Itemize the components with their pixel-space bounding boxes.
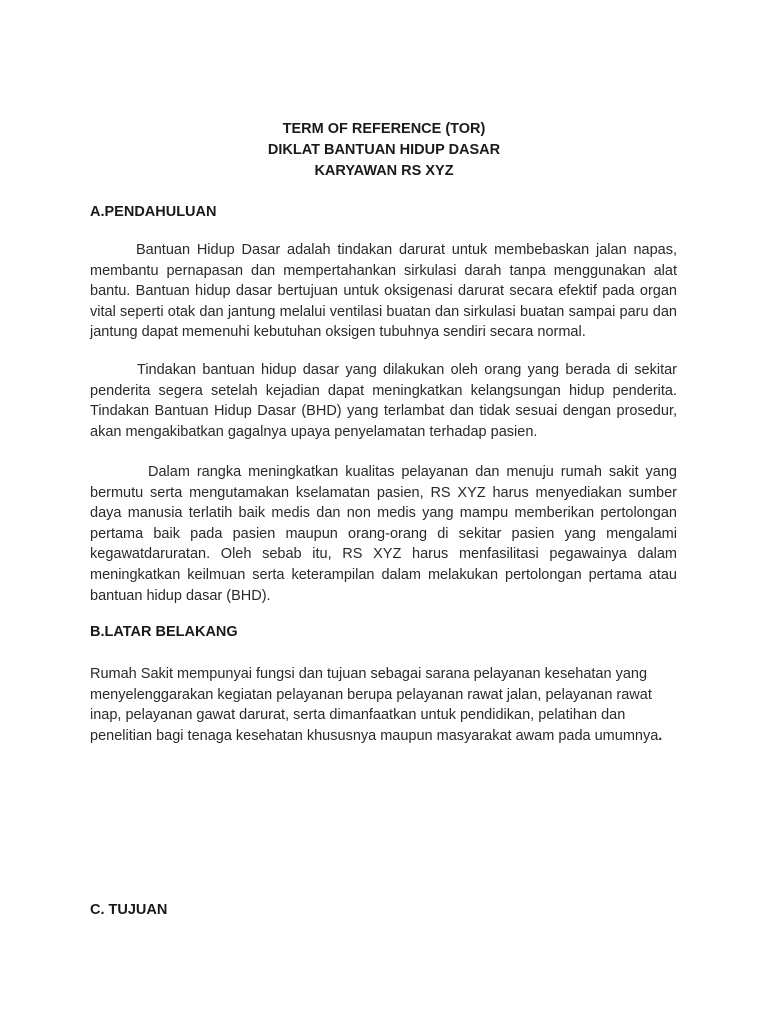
title-line-1: TERM OF REFERENCE (TOR) [282, 121, 486, 137]
section-a-paragraph-3: Dalam rangka meningkatkan kualitas pelayanan dan menuju rumah sakit yang bermutu serta mengutamakan kselamatan pasien, RS XYZ harus menyediakan sumber daya manusia terlatih baik medis dan non medis yang mampu memberikan pertolongan pertama baik pada pasien maupun orang-orang di sekitar pasien yang mengalami kegawatdaruratan. Oleh sebab itu, RS XYZ harus menfasilitasi pegawainya dalam meningkatkan keilmuan serta keterampilan dalam melakukan pertolongan pertama atau bantuan hidup dasar (BHD). [90, 464, 677, 604]
section-b-paragraph-1-text: Rumah Sakit mempunyai fungsi dan tujuan sebagai sarana pelayanan kesehatan yang menyelenggarakan kegiatan pelayanan berupa pelayanan rawat jalan, pelayanan rawat inap, pelayanan gawat darurat, serta dimanfaatkan untuk pendidikan, pelatihan dan penelitian bagi tenaga kesehatan khususnya maupun masyarakat awam pada umumnya [90, 666, 659, 744]
section-b-paragraph-1-period: . [658, 727, 663, 744]
section-b-heading: B.LATAR BELAKANG [90, 624, 238, 640]
section-a-paragraph-2: Tindakan bantuan hidup dasar yang dilakukan oleh orang yang berada di sekitar penderita segera setelah kejadian dapat meningkatkan kelangsungan hidup penderita. Tindakan Bantuan Hidup Dasar (BHD) yang terlambat dan tidak sesuai dengan prosedur, akan mengakibatkan gagalnya upaya penyelamatan terhadap pasien. [90, 362, 677, 440]
title-line-3: KARYAWAN RS XYZ [314, 163, 454, 179]
section-a-heading: A.PENDAHULUAN [90, 204, 217, 220]
section-a-paragraph-1: Bantuan Hidup Dasar adalah tindakan darurat untuk membebaskan jalan napas, membantu pernapasan dan mempertahankan sirkulasi darah tanpa menggunakan alat bantu. Bantuan hidup dasar bertujuan untuk oksigenasi darurat secara efektif pada organ vital seperti otak dan jantung melalui ventilasi buatan dan sirkulasi buatan sampai paru dan jantung dapat memenuhi kebutuhan oksigen tubuhnya sendiri secara normal. [90, 242, 677, 341]
document-title [0, 119, 768, 182]
section-c-heading: C. TUJUAN [90, 902, 168, 918]
section-b-paragraph-1 [90, 664, 675, 746]
title-line-2: DIKLAT BANTUAN HIDUP DASAR [267, 142, 501, 158]
